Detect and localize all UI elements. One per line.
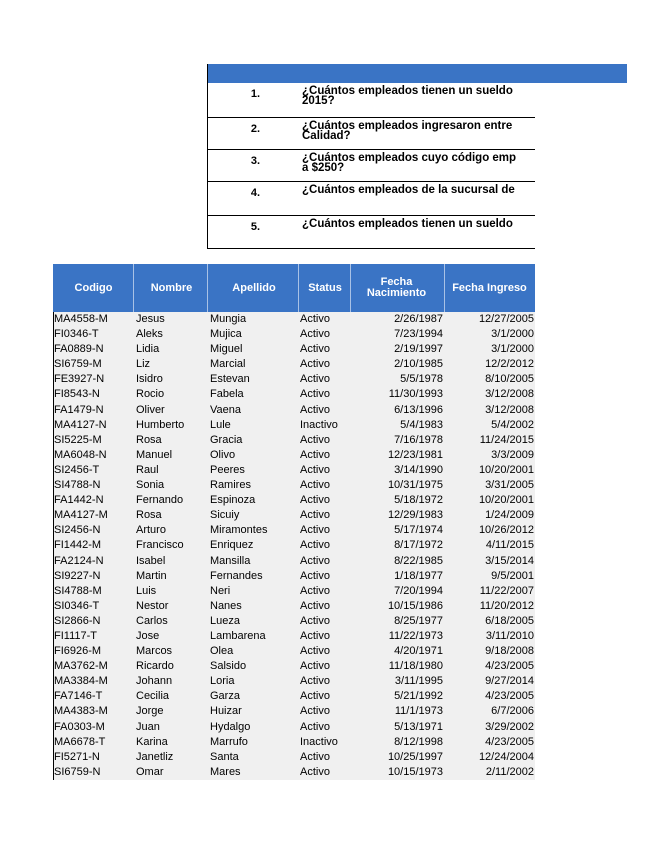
cell-fecha-ingreso: 6/18/2005 — [485, 614, 534, 627]
header-fecha-nacimiento-label: Fecha Nacimiento — [366, 276, 427, 299]
cell-fecha-nacimiento: 10/25/1997 — [387, 750, 443, 763]
cell-codigo: MA4127-M — [54, 509, 108, 522]
cell-status: Activo — [300, 358, 330, 371]
table-row — [53, 418, 535, 433]
cell-nombre: Jesus — [136, 313, 165, 325]
question-row — [208, 216, 535, 249]
table-row — [53, 538, 535, 553]
cell-codigo: MA4558-M — [54, 313, 108, 325]
cell-codigo: FI1117-T — [54, 629, 97, 642]
question-line: ¿Cuántos empleados de la sucursal de — [302, 184, 515, 196]
cell-apellido: Sicuiy — [210, 509, 240, 522]
cell-codigo: SI9227-N — [54, 569, 101, 582]
cell-fecha-ingreso: 12/27/2005 — [478, 313, 534, 325]
cell-apellido: Loria — [210, 675, 235, 688]
cell-codigo: SI2456-N — [54, 524, 101, 537]
cell-fecha-nacimiento: 3/14/1990 — [394, 463, 443, 476]
cell-fecha-ingreso: 3/15/2014 — [485, 554, 534, 567]
cell-fecha-nacimiento: 8/25/1977 — [394, 614, 443, 627]
cell-codigo: FI6926-M — [54, 645, 102, 658]
question-row — [208, 118, 535, 150]
table-row — [53, 689, 535, 704]
employees-table — [53, 264, 535, 780]
cell-fecha-ingreso: 5/4/2002 — [491, 418, 534, 431]
cell-apellido: Lule — [210, 418, 231, 431]
cell-fecha-ingreso: 9/18/2008 — [485, 645, 534, 658]
cell-status: Activo — [300, 660, 330, 673]
cell-fecha-nacimiento: 4/20/1971 — [394, 645, 443, 658]
cell-apellido: Olea — [210, 645, 234, 658]
cell-nombre: Jose — [136, 629, 160, 642]
questions-box — [207, 64, 535, 249]
cell-codigo: SI2866-N — [54, 614, 101, 627]
cell-apellido: Mujica — [210, 328, 242, 341]
question-text — [302, 219, 535, 229]
cell-apellido: Santa — [210, 750, 239, 763]
cell-codigo: MA4127-N — [54, 418, 107, 431]
cell-status: Activo — [300, 720, 330, 733]
cell-apellido: Olivo — [210, 448, 236, 461]
cell-fecha-ingreso: 3/12/2008 — [485, 403, 534, 416]
cell-nombre: Carlos — [136, 614, 168, 627]
cell-apellido: Gracia — [210, 433, 243, 446]
cell-nombre: Liz — [136, 358, 151, 371]
cell-nombre: Sonia — [136, 479, 165, 492]
cell-nombre: Rocio — [136, 388, 165, 401]
cell-fecha-ingreso: 12/2/2012 — [485, 358, 534, 371]
table-row — [53, 433, 535, 448]
cell-fecha-nacimiento: 5/18/1972 — [394, 494, 443, 507]
header-status[interactable]: Status — [299, 264, 351, 312]
table-left-border — [53, 312, 54, 780]
cell-fecha-ingreso: 10/20/2001 — [478, 494, 534, 507]
cell-fecha-ingreso: 9/5/2001 — [491, 569, 534, 582]
table-row — [53, 659, 535, 674]
cell-fecha-nacimiento: 6/13/1996 — [394, 403, 443, 416]
cell-apellido: Miramontes — [210, 524, 268, 537]
cell-apellido: Enriquez — [210, 539, 254, 552]
cell-codigo: SI0346-T — [54, 599, 100, 612]
cell-apellido: Nanes — [210, 599, 242, 612]
cell-codigo: FI1442-M — [54, 539, 102, 552]
cell-status: Activo — [300, 463, 330, 476]
cell-codigo: FI8543-N — [54, 388, 100, 401]
header-codigo[interactable]: Codigo — [53, 264, 134, 312]
cell-fecha-ingreso: 10/26/2012 — [478, 524, 534, 537]
cell-codigo: FA1442-N — [54, 494, 104, 507]
cell-status: Activo — [300, 554, 330, 567]
cell-status: Activo — [300, 690, 330, 703]
cell-apellido: Huizar — [210, 705, 242, 718]
cell-apellido: Espinoza — [210, 494, 256, 507]
cell-fecha-ingreso: 3/1/2000 — [491, 328, 534, 341]
table-row — [53, 403, 535, 418]
table-row — [53, 342, 535, 357]
cell-fecha-ingreso: 3/1/2000 — [491, 343, 534, 356]
cell-nombre: Isabel — [136, 554, 166, 567]
cell-fecha-nacimiento: 11/22/1973 — [388, 629, 443, 642]
question-number: 5. — [250, 221, 261, 233]
cell-codigo: MA6678-T — [54, 735, 106, 748]
question-line: ¿Cuántos empleados cuyo código emp — [302, 152, 517, 164]
table-header — [53, 264, 535, 312]
cell-apellido: Ramires — [210, 479, 251, 492]
question-line: ¿Cuántos empleados tienen un sueldo — [302, 218, 513, 230]
table-row — [53, 704, 535, 719]
cell-status: Activo — [300, 765, 330, 778]
table-row — [53, 765, 535, 780]
cell-codigo: MA4383-M — [54, 705, 108, 718]
cell-fecha-ingreso: 9/27/2014 — [485, 675, 534, 688]
cell-nombre: Manuel — [136, 448, 173, 461]
cell-nombre: Ricardo — [136, 660, 174, 673]
header-fecha-nacimiento[interactable] — [351, 264, 445, 312]
cell-fecha-ingreso: 3/11/2010 — [485, 629, 534, 642]
cell-nombre: Jorge — [136, 705, 164, 718]
cell-codigo: MA6048-N — [54, 448, 107, 461]
cell-apellido: Marrufo — [210, 735, 248, 748]
cell-status: Activo — [300, 494, 330, 507]
cell-apellido: Lambarena — [210, 629, 266, 642]
cell-fecha-nacimiento: 2/19/1997 — [394, 343, 443, 356]
cell-nombre: Martin — [136, 569, 167, 582]
table-row — [53, 554, 535, 569]
cell-fecha-ingreso: 4/23/2005 — [485, 690, 534, 703]
table-body — [53, 312, 535, 780]
cell-fecha-ingreso: 2/11/2002 — [485, 765, 534, 778]
cell-nombre: Juan — [136, 720, 160, 733]
cell-apellido: Salsido — [210, 660, 247, 673]
question-line: a $250? — [302, 162, 345, 174]
cell-apellido: Marcial — [210, 358, 246, 371]
cell-apellido: Lueza — [210, 614, 240, 627]
table-row — [53, 448, 535, 463]
cell-codigo: FA2124-N — [54, 554, 104, 567]
cell-status: Activo — [300, 448, 330, 461]
cell-fecha-ingreso: 10/20/2001 — [478, 463, 534, 476]
cell-status: Activo — [300, 750, 330, 763]
cell-fecha-nacimiento: 8/12/1998 — [394, 735, 443, 748]
cell-nombre: Isidro — [136, 373, 163, 386]
cell-fecha-ingreso: 8/10/2005 — [485, 373, 534, 386]
cell-fecha-nacimiento: 11/18/1980 — [388, 660, 443, 673]
header-fecha-ingreso[interactable]: Fecha Ingreso — [452, 281, 527, 294]
cell-codigo: MA3384-M — [54, 675, 108, 688]
question-number: 4. — [250, 187, 261, 199]
cell-status: Activo — [300, 509, 330, 522]
cell-apellido: Peeres — [210, 463, 245, 476]
question-text — [302, 185, 535, 195]
cell-fecha-ingreso: 12/24/2004 — [478, 750, 534, 763]
cell-status: Activo — [300, 343, 330, 356]
cell-fecha-nacimiento: 5/13/1971 — [394, 720, 443, 733]
cell-fecha-ingreso: 4/23/2005 — [485, 735, 534, 748]
cell-fecha-nacimiento: 5/21/1992 — [394, 690, 443, 703]
cell-status: Activo — [300, 328, 330, 341]
question-text — [302, 121, 535, 141]
cell-apellido: Hydalgo — [210, 720, 251, 733]
cell-fecha-nacimiento: 7/20/1994 — [394, 584, 443, 597]
cell-nombre: Nestor — [136, 599, 169, 612]
table-row — [53, 629, 535, 644]
question-line: ¿Cuántos empleados ingresaron entre — [302, 120, 513, 132]
cell-fecha-nacimiento: 7/16/1978 — [394, 433, 443, 446]
table-row — [53, 327, 535, 342]
cell-fecha-nacimiento: 7/23/1994 — [394, 328, 443, 341]
cell-fecha-nacimiento: 12/29/1983 — [387, 509, 443, 522]
cell-nombre: Marcos — [136, 645, 173, 658]
table-row — [53, 493, 535, 508]
cell-apellido: Vaena — [210, 403, 241, 416]
cell-status: Activo — [300, 313, 330, 325]
cell-codigo: FI5271-N — [54, 750, 100, 763]
cell-status: Activo — [300, 373, 330, 386]
question-number: 3. — [250, 155, 261, 167]
cell-apellido: Mungia — [210, 313, 247, 325]
cell-fecha-nacimiento: 10/15/1986 — [387, 599, 443, 612]
cell-status: Activo — [300, 569, 330, 582]
cell-codigo: FA1479-N — [54, 403, 104, 416]
cell-nombre: Karina — [136, 735, 168, 748]
cell-status: Activo — [300, 433, 330, 446]
cell-fecha-ingreso: 11/20/2012 — [479, 599, 534, 612]
cell-status: Activo — [300, 539, 330, 552]
cell-status: Activo — [300, 629, 330, 642]
header-nombre[interactable]: Nombre — [134, 264, 208, 312]
cell-fecha-nacimiento: 5/17/1974 — [394, 524, 443, 537]
cell-fecha-ingreso: 11/24/2015 — [479, 433, 534, 446]
cell-codigo: SI4788-N — [54, 479, 101, 492]
table-row — [53, 720, 535, 735]
table-row — [53, 372, 535, 387]
cell-status: Activo — [300, 388, 330, 401]
question-line: ¿Cuántos empleados tienen un sueldo — [302, 85, 513, 97]
cell-apellido: Mares — [210, 765, 241, 778]
cell-fecha-nacimiento: 5/4/1983 — [400, 418, 443, 431]
table-row — [53, 599, 535, 614]
cell-apellido: Fabela — [210, 388, 244, 401]
cell-status: Activo — [300, 584, 330, 597]
cell-nombre: Johann — [136, 675, 173, 688]
cell-fecha-nacimiento: 11/30/1993 — [388, 388, 443, 401]
cell-status: Activo — [300, 479, 330, 492]
cell-apellido: Estevan — [210, 373, 250, 386]
question-row — [208, 83, 535, 118]
cell-fecha-nacimiento: 10/15/1973 — [387, 765, 443, 778]
cell-nombre: Rosa — [136, 433, 162, 446]
table-row — [53, 508, 535, 523]
cell-codigo: FA7146-T — [54, 690, 103, 703]
cell-nombre: Omar — [136, 765, 164, 778]
cell-fecha-ingreso: 11/22/2007 — [479, 584, 534, 597]
cell-nombre: Cecilia — [136, 690, 170, 703]
cell-nombre: Aleks — [136, 328, 163, 341]
cell-codigo: FE3927-N — [54, 373, 105, 386]
cell-nombre: Luis — [136, 584, 157, 597]
cell-fecha-nacimiento: 5/5/1978 — [400, 373, 443, 386]
cell-codigo: FA0889-N — [54, 343, 104, 356]
question-number: 1. — [250, 88, 261, 100]
cell-codigo: SI4788-M — [54, 584, 102, 597]
cell-fecha-nacimiento: 3/11/1995 — [394, 675, 443, 688]
cell-nombre: Fernando — [136, 494, 184, 507]
cell-status: Activo — [300, 599, 330, 612]
question-row — [208, 150, 535, 182]
cell-status: Activo — [300, 645, 330, 658]
cell-nombre: Lidia — [136, 343, 160, 356]
cell-nombre: Arturo — [136, 524, 166, 537]
cell-apellido: Garza — [210, 690, 240, 703]
cell-fecha-ingreso: 3/29/2002 — [485, 720, 534, 733]
cell-fecha-nacimiento: 8/22/1985 — [394, 554, 443, 567]
question-line: 2015? — [302, 95, 335, 107]
cell-nombre: Rosa — [136, 509, 162, 522]
cell-status: Activo — [300, 675, 330, 688]
cell-apellido: Mansilla — [210, 554, 251, 567]
cell-fecha-nacimiento: 12/23/1981 — [387, 448, 443, 461]
question-text — [302, 153, 535, 173]
cell-status: Activo — [300, 705, 330, 718]
cell-fecha-ingreso: 1/24/2009 — [485, 509, 534, 522]
cell-fecha-ingreso: 4/23/2005 — [485, 660, 534, 673]
cell-codigo: SI6759-N — [54, 765, 101, 778]
table-row — [53, 357, 535, 372]
table-row — [53, 750, 535, 765]
cell-fecha-ingreso: 6/7/2006 — [491, 705, 534, 718]
cell-codigo: SI5225-M — [54, 433, 102, 446]
cell-fecha-nacimiento: 1/18/1977 — [394, 569, 443, 582]
cell-fecha-nacimiento: 8/17/1972 — [394, 539, 443, 552]
cell-codigo: MA3762-M — [54, 660, 108, 673]
table-row — [53, 478, 535, 493]
header-apellido[interactable]: Apellido — [208, 264, 299, 312]
question-number: 2. — [250, 123, 261, 135]
cell-fecha-nacimiento: 2/10/1985 — [394, 358, 443, 371]
cell-status: Inactivo — [300, 735, 338, 748]
table-row — [53, 644, 535, 659]
table-row — [53, 735, 535, 750]
cell-fecha-ingreso: 3/3/2009 — [491, 448, 534, 461]
table-row — [53, 387, 535, 402]
table-row — [53, 312, 535, 327]
cell-apellido: Fernandes — [210, 569, 263, 582]
cell-fecha-nacimiento: 2/26/1987 — [394, 313, 443, 325]
table-row — [53, 463, 535, 478]
cell-codigo: SI2456-T — [54, 463, 100, 476]
cell-apellido: Miguel — [210, 343, 243, 356]
question-text — [302, 86, 535, 106]
cell-nombre: Raul — [136, 463, 159, 476]
cell-fecha-nacimiento: 10/31/1975 — [387, 479, 443, 492]
table-row — [53, 674, 535, 689]
cell-status: Activo — [300, 403, 330, 416]
cell-codigo: FA0303-M — [54, 720, 105, 733]
cell-codigo: SI6759-M — [54, 358, 102, 371]
table-row — [53, 523, 535, 538]
table-row — [53, 569, 535, 584]
question-row — [208, 182, 535, 216]
cell-status: Activo — [300, 524, 330, 537]
cell-fecha-ingreso: 3/31/2005 — [485, 479, 534, 492]
cell-nombre: Francisco — [136, 539, 184, 552]
cell-nombre: Humberto — [136, 418, 185, 431]
cell-codigo: FI0346-T — [54, 328, 99, 341]
cell-apellido: Neri — [210, 584, 231, 597]
cell-fecha-ingreso: 3/12/2008 — [485, 388, 534, 401]
table-row — [53, 614, 535, 629]
cell-nombre: Oliver — [136, 403, 165, 416]
cell-status: Activo — [300, 614, 330, 627]
cell-status: Inactivo — [300, 418, 338, 431]
question-line: Calidad? — [302, 130, 351, 142]
cell-nombre: Janetliz — [136, 750, 174, 763]
table-row — [53, 584, 535, 599]
cell-fecha-nacimiento: 11/1/1973 — [394, 705, 443, 718]
cell-fecha-ingreso: 4/11/2015 — [485, 539, 534, 552]
